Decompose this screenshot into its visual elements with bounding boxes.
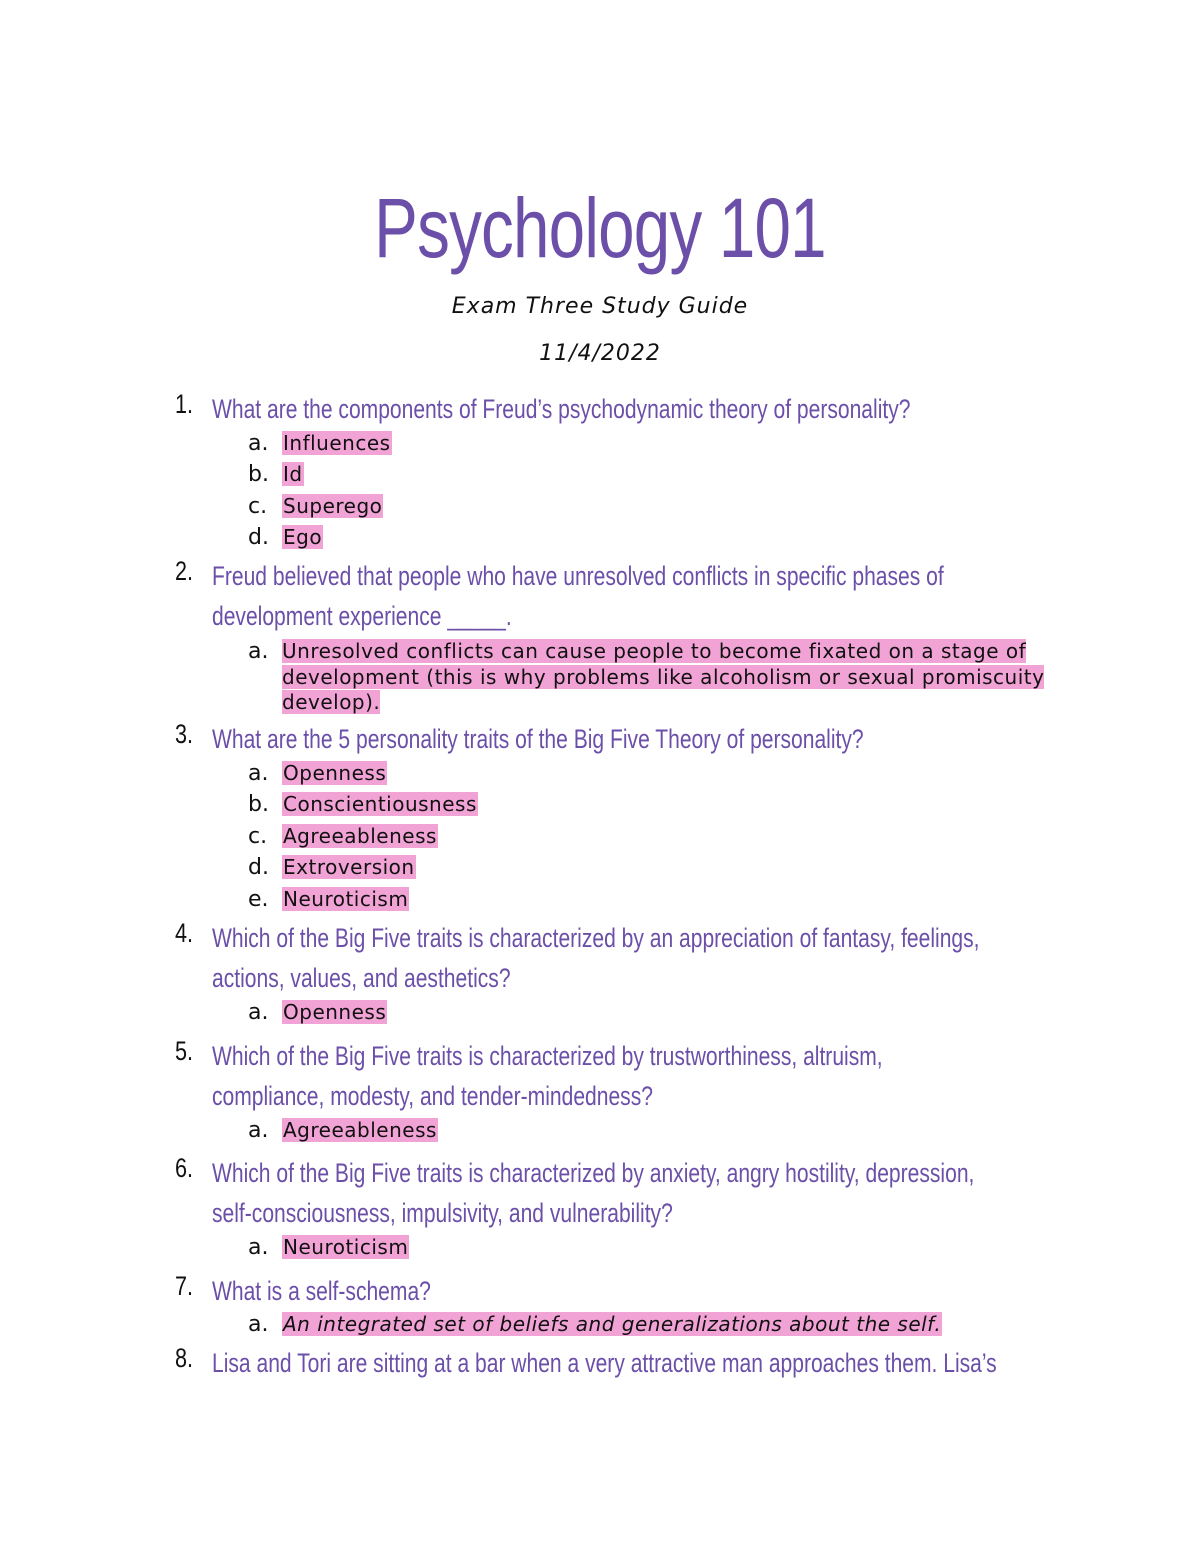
answer-letter: b.: [248, 462, 269, 487]
answer-letter: c.: [248, 494, 268, 519]
answer-text: Extroversion: [283, 855, 415, 879]
question-number: 6.: [175, 1153, 194, 1183]
question-number: 5.: [175, 1036, 194, 1066]
question-text: [212, 1271, 1031, 1311]
answer-letter: b.: [248, 792, 269, 817]
answer-letter: a.: [248, 1000, 269, 1025]
answer-text: Openness: [283, 1000, 387, 1024]
answer-text: Agreeableness: [283, 824, 437, 848]
question-number: 4.: [175, 918, 194, 948]
question-line: development experience _____.: [212, 601, 512, 631]
question-line: What are the components of Freud’s psychodynamic theory of personality?: [212, 394, 911, 424]
question-text: [212, 1036, 1031, 1116]
answer-text: An integrated set of beliefs and generalizations about the self.: [283, 1312, 942, 1336]
page-title: Psychology 101: [374, 181, 826, 275]
question-number: 2.: [175, 556, 194, 586]
answer-text: Conscientiousness: [283, 792, 477, 816]
date: 11/4/2022: [539, 341, 661, 366]
answer-letter: c.: [248, 824, 268, 849]
answer-letter: d.: [248, 525, 269, 550]
question-text: [212, 556, 1031, 636]
answer-text: Agreeableness: [283, 1118, 437, 1142]
question-text: [212, 719, 1031, 759]
question-line: self-consciousness, impulsivity, and vulnerability?: [212, 1198, 673, 1228]
answer-letter: d.: [248, 855, 269, 880]
question-number: 7.: [175, 1271, 194, 1301]
question-number: 3.: [175, 719, 194, 749]
question-number: 8.: [175, 1343, 194, 1373]
question-line: actions, values, and aesthetics?: [212, 963, 511, 993]
answer-text: Superego: [283, 494, 383, 518]
question-text: [212, 389, 1031, 429]
question-text: [212, 1153, 1031, 1233]
answer-text: Ego: [283, 525, 323, 549]
question-line: What is a self-schema?: [212, 1276, 431, 1306]
question-line: compliance, modesty, and tender-mindedness?: [212, 1081, 653, 1111]
answer-letter: a.: [248, 761, 269, 786]
answer-letter: a.: [248, 431, 269, 456]
question-line: Which of the Big Five traits is characterized by an appreciation of fantasy, feelings,: [212, 923, 980, 953]
answer-text: Neuroticism: [283, 1235, 409, 1259]
answer-text: Influences: [283, 431, 391, 455]
answer-text: Unresolved conflicts can cause people to become fixated on a stage of development (this is why problems like alcoholism or sexual promiscuity develop).: [282, 639, 1045, 714]
answer-letter: a.: [248, 1235, 269, 1260]
answer-text: Neuroticism: [283, 887, 409, 911]
subtitle: Exam Three Study Guide: [451, 294, 749, 319]
answer-letter: a.: [248, 1118, 269, 1143]
question-line: What are the 5 personality traits of the Big Five Theory of personality?: [212, 724, 864, 754]
answer-letter: a.: [248, 1312, 269, 1337]
question-line: Which of the Big Five traits is characterized by anxiety, angry hostility, depression,: [212, 1158, 975, 1188]
question-text: [212, 1343, 1031, 1383]
question-text: [212, 918, 1031, 998]
question-line: Freud believed that people who have unresolved conflicts in specific phases of: [212, 561, 944, 591]
answer-letter: e.: [248, 887, 269, 912]
answer-text: Openness: [283, 761, 387, 785]
answer-letter: a.: [248, 639, 269, 664]
question-line: Lisa and Tori are sitting at a bar when a very attractive man approaches them. Lisa’s: [212, 1348, 997, 1378]
question-line: Which of the Big Five traits is characterized by trustworthiness, altruism,: [212, 1041, 883, 1071]
answer-text: Id: [283, 462, 303, 486]
question-number: 1.: [175, 389, 194, 419]
